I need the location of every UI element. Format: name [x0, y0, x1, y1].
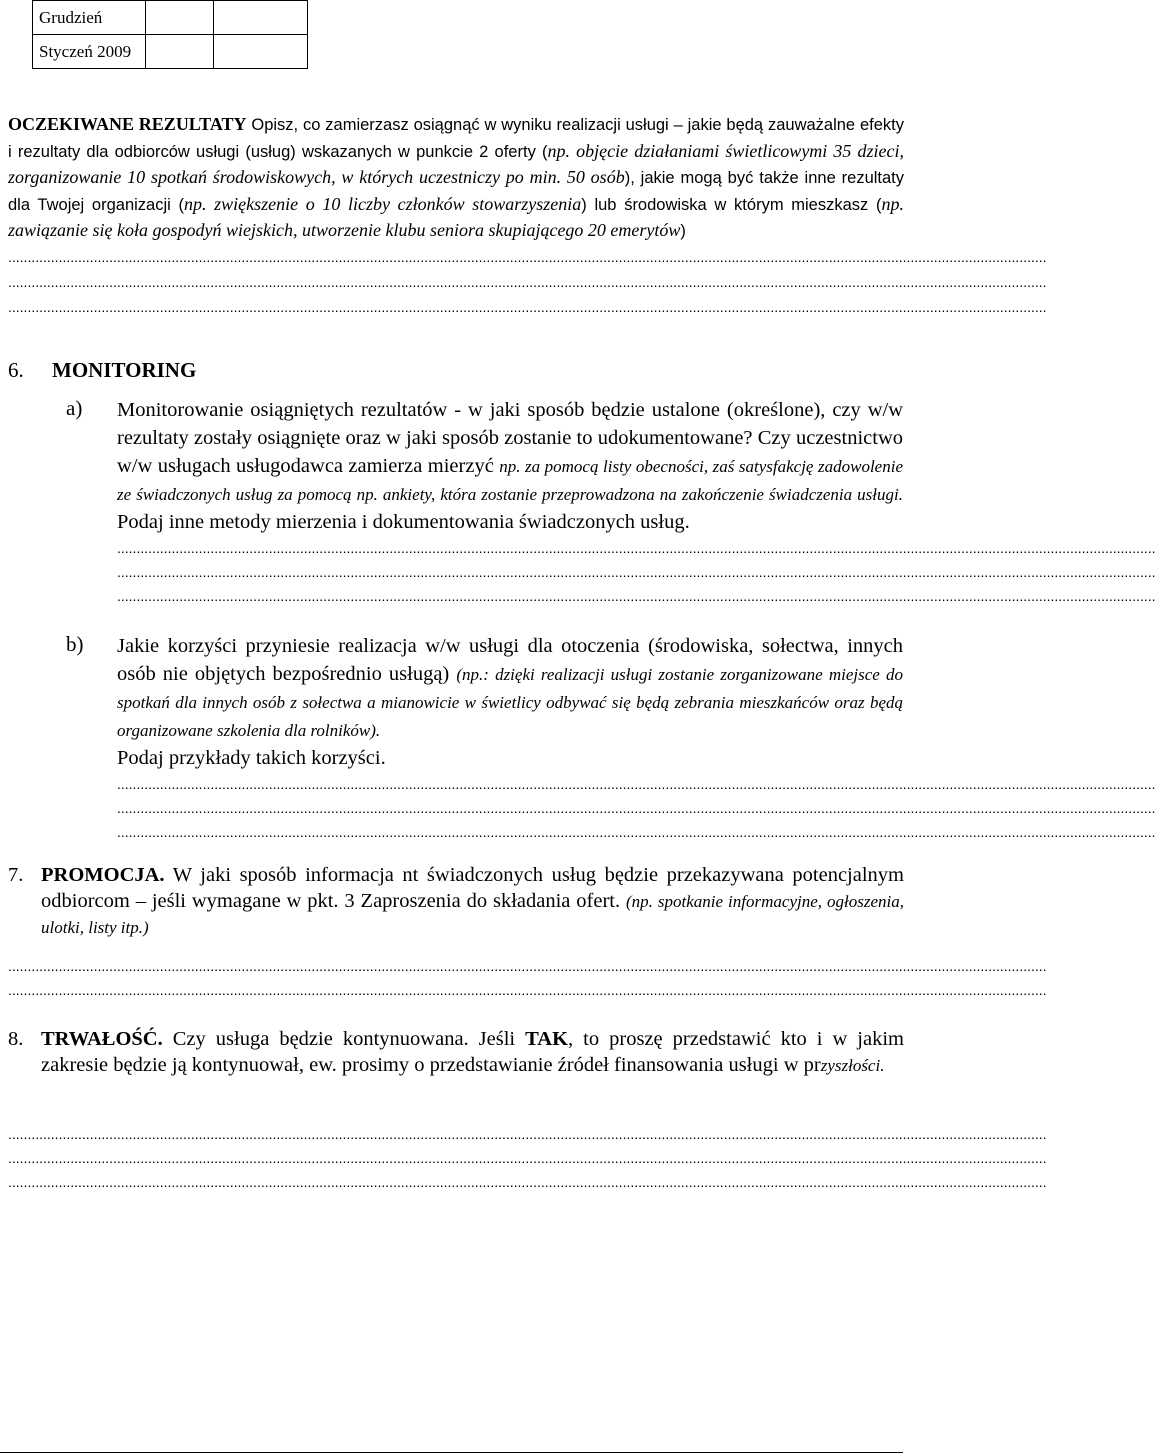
section-number: 8. [8, 1028, 24, 1050]
answer-line[interactable]: ........................................................................................................................................................................................................................................................................... [117, 824, 1156, 840]
answer-line[interactable]: ........................................................................................................................................................................................................................................................................... [8, 298, 1047, 315]
answer-line[interactable]: ........................................................................................................................................................................................................................................................................... [8, 273, 1047, 290]
section-expected-results [8, 112, 1047, 320]
schedule-cell [214, 35, 308, 69]
bottom-rule [0, 1452, 903, 1453]
schedule-cell-month: Styczeń 2009 [33, 35, 146, 69]
answer-line[interactable]: ........................................................................................................................................................................................................................................................................... [117, 540, 1156, 556]
schedule-cell [146, 1, 214, 35]
item-label: b) [66, 632, 84, 656]
schedule-cell-month: Grudzień [33, 1, 146, 35]
item-text: Monitorowanie osiągniętych rezultatów - w jaki sposób będzie ustalone (określone), czy w/w rezultaty zostały osiągnięte oraz w jaki sposób zostanie to udokumentowane? Czy uczestnictwo w/w usługach usługodawca zamierza mierzyć np. za pomocą listy obecności, zaś satysfakcję zadowolenie ze świadczonych usług za pomocą np. ankiety, która zostanie przeprowadzona na zakończenie świadczenia usługi. Podaj inne metody mierzenia i dokumentowania świadczonych usług. [117, 399, 903, 533]
section-number: 7. [8, 864, 24, 886]
monitoring-item-a [66, 396, 1156, 608]
section-promotion-text: PROMOCJA. W jaki sposób informacja nt świadczonych usług będzie przekazywana potencjalnym odbiorcom – jeśli wymagane w pkt. 3 Zaproszenia do składania ofert. (np. spotkanie informacyjne, ogłoszenia, ulotki, listy itp.) [41, 864, 904, 937]
answer-line[interactable]: ........................................................................................................................................................................................................................................................................... [8, 1174, 1047, 1190]
answer-line[interactable]: ........................................................................................................................................................................................................................................................................... [117, 588, 1156, 604]
schedule-table [32, 0, 308, 69]
answer-line[interactable]: ........................................................................................................................................................................................................................................................................... [8, 982, 1047, 998]
answer-line[interactable]: ........................................................................................................................................................................................................................................................................... [8, 1150, 1047, 1166]
section-number: 6. [8, 358, 24, 382]
item-label: a) [66, 396, 83, 420]
answer-line[interactable]: ........................................................................................................................................................................................................................................................................... [8, 1126, 1047, 1142]
answer-line[interactable]: ........................................................................................................................................................................................................................................................................... [117, 564, 1156, 580]
monitoring-item-b [66, 632, 1156, 844]
section-title: OCZEKIWANE REZULTATY [8, 114, 247, 134]
section-title: MONITORING [52, 358, 197, 382]
section-promotion [8, 862, 1047, 998]
item-text: Podaj przykłady takich korzyści. [117, 747, 386, 769]
section-monitoring-heading [8, 358, 196, 383]
section-sustainability [8, 1026, 1047, 1190]
schedule-cell [214, 1, 308, 35]
schedule-cell [146, 35, 214, 69]
answer-line[interactable]: ........................................................................................................................................................................................................................................................................... [117, 776, 1156, 792]
answer-line[interactable]: ........................................................................................................................................................................................................................................................................... [8, 248, 1047, 265]
item-text: Jakie korzyści przyniesie realizacja w/w usługi dla otoczenia (środowiska, sołectwa, innych osób nie objętych bezpośrednio usługą) (np.: dzięki realizacji usługi zostanie zorganizowane miejsce do spotkań dla innych osób z sołectwa a mianowicie w świetlicy odbywać się będą zebrania mieszkańców oraz będą organizowane szkolenia dla rolników). [117, 635, 903, 740]
section-title: TRWAŁOŚĆ. [41, 1028, 163, 1050]
answer-line[interactable]: ........................................................................................................................................................................................................................................................................... [8, 958, 1047, 974]
section-sustainability-text: TRWAŁOŚĆ. Czy usługa będzie kontynuowana. Jeśli TAK, to proszę przedstawić kto i w jakim zakresie będzie ją kontynuował, ew. prosimy o przedstawianie źródeł finansowania usługi w przyszłości. [41, 1028, 904, 1076]
section-expected-results-text: OCZEKIWANE REZULTATY Opisz, co zamierzasz osiągnąć w wyniku realizacji usługi – jakie będą zauważalne efekty i rezultaty dla odbiorców usługi (usług) wskazanych w punkcie 2 oferty (np. objęcie działaniami świetlicowymi 35 dzieci, zorganizowanie 10 spotkań środowiskowych, w których uczestniczy po min. 50 osób), jakie mogą być także inne rezultaty dla Twojej organizacji (np. zwiększenie o 10 liczby członków stowarzyszenia) lub środowiska w którym mieszkasz (np. zawiązanie się koła gospodyń wiejskich, utworzenie klubu seniora skupiającego 20 emerytów) [8, 114, 905, 240]
answer-line[interactable]: ........................................................................................................................................................................................................................................................................... [117, 800, 1156, 816]
section-title: PROMOCJA. [41, 864, 165, 886]
